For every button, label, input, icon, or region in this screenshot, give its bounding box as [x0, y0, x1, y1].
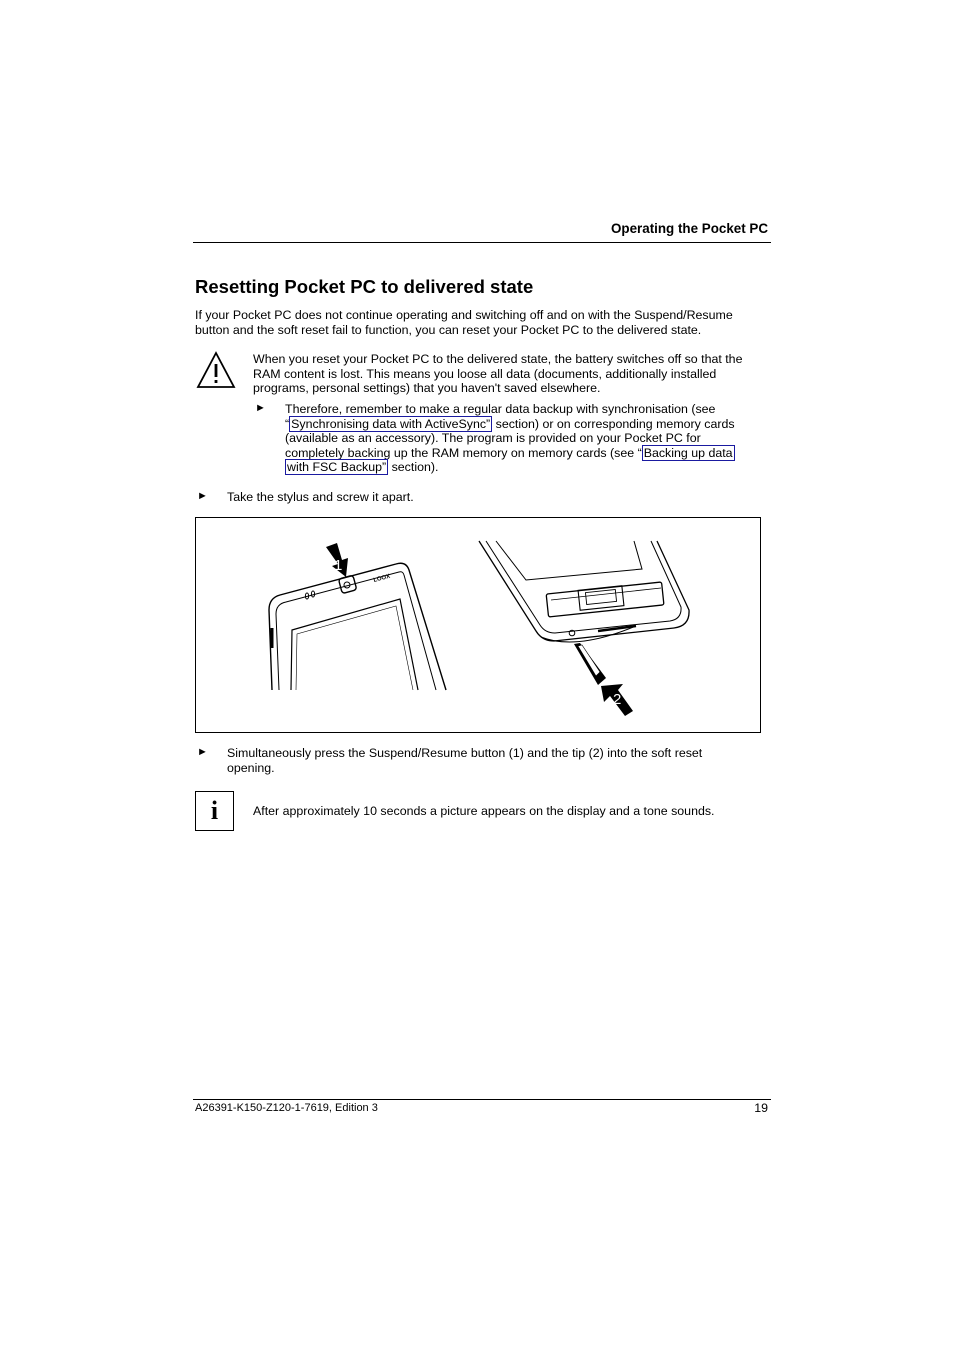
backup-advice: [285, 402, 771, 475]
pocket-pc-left-drawing: [269, 563, 446, 690]
step-2-text: [227, 746, 747, 775]
warning-line: programs, personal settings) that you haven't saved elsewhere.: [253, 381, 601, 395]
intro-paragraph: [195, 308, 770, 337]
warning-text: [253, 352, 771, 396]
reset-illustration: [195, 517, 761, 733]
advice-line: completely backing up the RAM memory on memory cards (see “ Backing up data: [285, 445, 733, 460]
section-title: Resetting Pocket PC to delivered state: [195, 276, 534, 297]
info-icon: i: [195, 791, 234, 831]
label-1: 1: [334, 557, 343, 574]
info-text: After approximately 10 seconds a picture appears on the display and a tone sounds.: [253, 804, 715, 818]
footer-rule: [193, 1099, 771, 1100]
link-synchronising-data[interactable]: Synchronising data with ActiveSync”: [291, 416, 491, 431]
warning-line: When you reset your Pocket PC to the delivered state, the battery switches off so that the: [253, 352, 743, 366]
running-header: Operating the Pocket PC: [611, 221, 768, 236]
step-1-text: Take the stylus and screw it apart.: [227, 490, 414, 504]
page-number: 19: [754, 1101, 768, 1115]
stylus-drawing: [574, 643, 606, 685]
label-2: 2: [613, 691, 622, 708]
pocket-pc-right-drawing: [479, 541, 689, 642]
link-backing-up-data[interactable]: Backing up data: [643, 445, 733, 460]
step-2-line: Simultaneously press the Suspend/Resume button (1) and the tip (2) into the soft reset: [227, 746, 703, 760]
step-2-line: opening.: [227, 760, 275, 775]
bullet-arrow-icon: ►: [197, 490, 208, 502]
brand-logo: LOOX: [372, 573, 391, 584]
footer-document-id: A26391-K150-Z120-1-7619, Edition 3: [195, 1102, 378, 1114]
intro-line: button and the soft reset fail to function, you can reset your Pocket PC to the delivered state.: [195, 322, 702, 337]
bullet-arrow-icon: ►: [197, 746, 208, 758]
bullet-arrow-icon: ►: [255, 402, 266, 414]
link-backing-up-data-cont[interactable]: with FSC Backup”: [287, 460, 387, 474]
warning-line: RAM content is lost. This means you loose all data (documents, additionally installed: [253, 366, 717, 381]
warning-triangle-icon: [195, 350, 237, 390]
advice-line: with FSC Backup” section).: [287, 460, 439, 474]
advice-line: Therefore, remember to make a regular data backup with synchronisation (see: [285, 402, 716, 416]
header-rule: [193, 242, 771, 243]
advice-line: “ Synchronising data with ActiveSync” section) or on corresponding memory cards: [285, 416, 735, 431]
advice-line: (available as an accessory). The program is provided on your Pocket PC for: [285, 431, 701, 445]
intro-line: If your Pocket PC does not continue operating and switching off and on with the Suspend/Resume: [195, 308, 733, 322]
